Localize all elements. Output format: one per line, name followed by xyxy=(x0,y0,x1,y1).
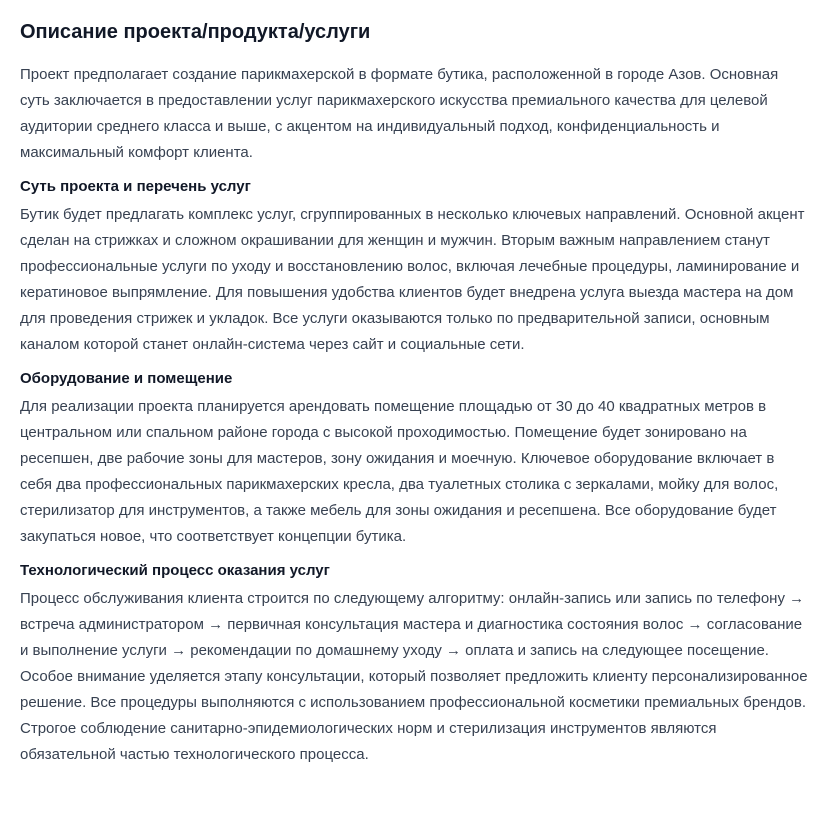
section-paragraph: Для реализации проекта планируется арендовать помещение площадью от 30 до 40 квадратных метров в центральном или спальном районе города с высокой проходимостью. Помещение будет зонировано на ресепшен, две рабочие зоны для мастеров, зону ожидания и моечную. Ключевое оборудование включает в себя два профессиональных парикмахерских кресла, два туалетных столика с зеркалами, мойку для волос, стерилизатор для инструментов, а также мебель для зоны ожидания и ресепшена. Все оборудование будет закупаться новое, что соответствует концепции бутика. xyxy=(20,398,779,545)
section-services xyxy=(20,176,809,358)
section-heading: Суть проекта и перечень услуг xyxy=(20,178,251,195)
section-paragraph: Процесс обслуживания клиента строится по следующему алгоритму: онлайн-запись или запись по телефону → встреча администратором → первичная консультация мастера и диагностика состояния волос → согласование и выполнение услуги → рекомендации по домашнему уходу → оплата и запись на следующее посещение. Особое внимание уделяется этапу консультации, который позволяет предложить клиенту персонализированное решение. Все процедуры выполняются с использованием профессиональной косметики премиальных брендов. Строгое соблюдение санитарно-эпидемиологических норм и стерилизация инструментов являются обязательной частью технологического процесса. xyxy=(20,590,808,763)
section-paragraph: Бутик будет предлагать комплекс услуг, сгруппированных в несколько ключевых направлений. Основной акцент сделан на стрижках и сложном окрашивании для женщин и мужчин. Вторым важным направлением станут профессиональные услуги по уходу и восстановлению волос, включая лечебные процедуры, ламинирование и кератиновое выпрямление. Для повышения удобства клиентов будет внедрена услуга выезда мастера на дом для проведения стрижек и укладок. Все услуги оказываются только по предварительной записи, основным каналом которой станет онлайн-система через сайт и социальные сети. xyxy=(20,206,805,353)
section-heading: Оборудование и помещение xyxy=(20,370,233,387)
section-process xyxy=(20,560,809,768)
section-heading: Технологический процесс оказания услуг xyxy=(20,562,330,579)
intro-paragraph: Проект предполагает создание парикмахерской в формате бутика, расположенной в городе Азов. Основная суть заключается в предоставлении услуг парикмахерского искусства премиального качества для целевой аудитории среднего класса и выше, с акцентом на индивидуальный подход, конфиденциальность и максимальный комфорт клиента. xyxy=(20,66,779,161)
section-equipment xyxy=(20,368,809,550)
document-title: Описание проекта/продукта/услуги xyxy=(20,21,371,43)
